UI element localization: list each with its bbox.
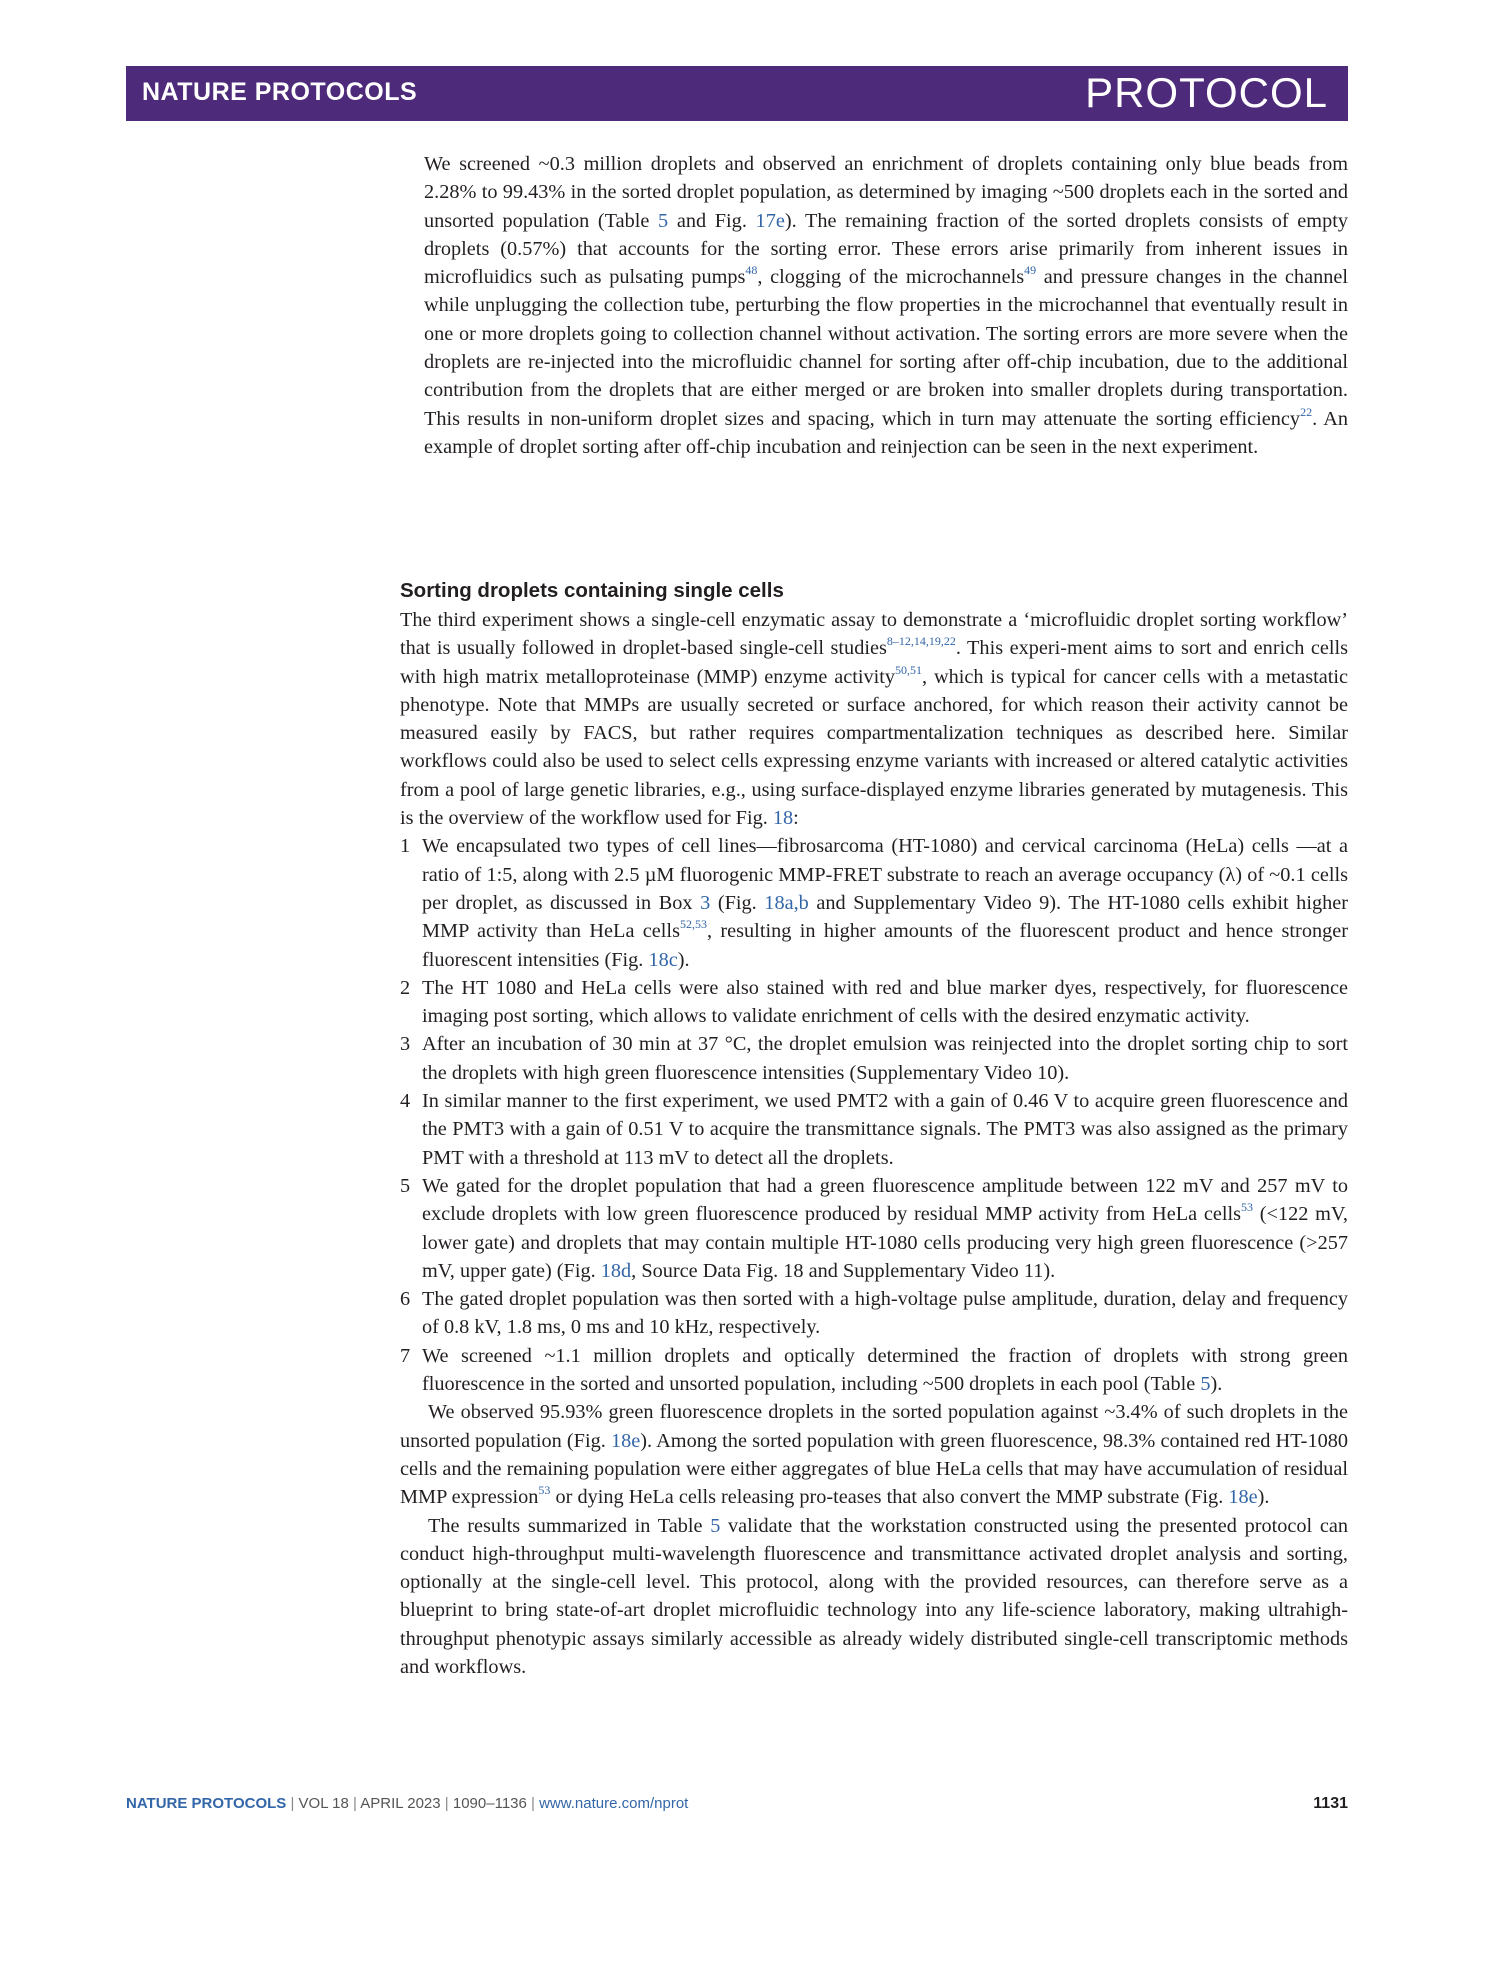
step-number: 3 xyxy=(400,1033,411,1056)
reference-link[interactable]: 48 xyxy=(745,263,758,278)
text-run: and pressure changes in the channel while unplugging the collection tube, perturbing the flow properties in the microchannel that eventually result in one or more droplets going to collection channel without activation. The sorting errors are more severe when the droplets are re-injected into the microfluidic channel for sorting after off-chip incubation, due to the additional contribution from the droplets that are either merged or are broken into smaller droplets during transportation. This results in non-uniform droplet sizes and spacing, which in turn may attenuate the sorting efficiency xyxy=(424,266,1348,430)
figure-link[interactable]: 18e xyxy=(610,1429,641,1452)
text-run: and Supplementary Video 9). The HT-1080 cells exhibit higher MMP activity than HeLa cells xyxy=(422,891,1348,943)
table-link[interactable]: 5 xyxy=(658,209,669,232)
text-run: We observed 95.93% green fluorescence droplets in the sorted population against ~3.4% of such droplets in the unsorted population (Fig. xyxy=(400,1401,1348,1452)
step-number: 4 xyxy=(400,1090,411,1113)
text-run: , clogging of the microchannels xyxy=(757,266,1025,289)
footer-journal: NATURE PROTOCOLS xyxy=(126,1795,287,1812)
step-item xyxy=(400,1285,1348,1342)
journal-header-bar xyxy=(126,66,1348,121)
footer-separator: | xyxy=(531,1795,535,1812)
step-number: 1 xyxy=(400,835,411,858)
results-paragraph xyxy=(400,1398,1348,1511)
table-link[interactable]: 5 xyxy=(1200,1373,1211,1396)
figure-link[interactable]: 18c xyxy=(648,948,678,971)
table-link[interactable]: 5 xyxy=(710,1514,721,1537)
text-run: and Fig. xyxy=(668,209,756,232)
reference-link[interactable]: 53 xyxy=(538,1483,551,1498)
article-type: PROTOCOL xyxy=(1085,69,1328,116)
step-number: 7 xyxy=(400,1344,411,1367)
footer-pages: 1090–1136 xyxy=(452,1795,527,1812)
footer-separator: | xyxy=(444,1795,449,1812)
reference-link[interactable]: 22 xyxy=(1300,404,1313,419)
step-number: 6 xyxy=(400,1288,411,1311)
step-item xyxy=(400,1030,1348,1087)
text-run: ). The remaining fraction of the sorted droplets consists of empty droplets (0.57%) that accounts for the sorting error. These errors arise primarily from inherent issues in microfluidics such as pulsating pumps xyxy=(424,209,1348,289)
page-number: 1131 xyxy=(1313,1795,1348,1812)
intro-block xyxy=(400,150,1348,461)
step-item xyxy=(400,1172,1348,1285)
text-run: (<122 mV, lower gate) and droplets that may contain multiple HT-1080 cells producing very high green fluorescence (>257 mV, upper gate) (Fig. xyxy=(422,1203,1348,1282)
footer-volume: VOL 18 xyxy=(298,1795,349,1812)
text-run: We screened ~0.3 million droplets and observed an enrichment of droplets containing only blue beads from 2.28% to 99.43% in the sorted droplet population, as determined by imaging ~500 droplets each in the sorted and unsorted population (Table xyxy=(424,153,1348,232)
text-run: We screened ~1.1 million droplets and optically determined the fraction of droplets with strong green fluorescence in the sorted and unsorted population, including ~500 droplets in each pool (Table xyxy=(422,1344,1348,1396)
step-number: 2 xyxy=(400,976,411,999)
section-single-cells xyxy=(400,576,1348,1681)
figure-link[interactable]: 18e xyxy=(1228,1486,1258,1509)
reference-link[interactable]: 52,53 xyxy=(679,917,707,932)
text-run: ). xyxy=(1257,1486,1270,1509)
reference-link[interactable]: 53 xyxy=(1241,1200,1254,1215)
intro-paragraph xyxy=(400,150,1348,461)
reference-link[interactable]: 50,51 xyxy=(895,662,923,677)
reference-link[interactable]: 8–12,14,19,22 xyxy=(886,634,956,649)
text-run: The results summarized in Table xyxy=(428,1514,711,1537)
text-run: or dying HeLa cells releasing pro-teases that also convert the MMP substrate (Fig. xyxy=(550,1486,1229,1509)
section-heading: Sorting droplets containing single cells xyxy=(400,579,784,602)
text-run: validate that the workstation constructed using the presented protocol can conduct high-throughput multi-wavelength fluorescence and transmittance activated droplet analysis and sorting, optionally at the single-cell level. This protocol, along with the provided resources, can therefore serve as a blueprint to bring state-of-art droplet microfluidic technology into any life-science laboratory, making ultrahigh-throughput phenotypic assays similarly accessible as already widely distributed single-cell transcriptomic methods and workflows. xyxy=(400,1514,1348,1678)
step-item xyxy=(400,974,1348,1031)
text-run: ). xyxy=(1210,1373,1223,1396)
journal-name: NATURE PROTOCOLS xyxy=(142,78,418,106)
page-footer xyxy=(126,1792,1348,1816)
footer-date: APRIL 2023 xyxy=(360,1795,441,1812)
text-run: . An example of droplet sorting after off-chip incubation and reinjection can be seen in the next experiment. xyxy=(424,407,1348,458)
reference-link[interactable]: 49 xyxy=(1024,263,1037,278)
step-item xyxy=(400,1087,1348,1172)
text-run: ). xyxy=(677,948,690,971)
text-run: ). Among the sorted population with green fluorescence, 98.3% contained red HT-1080 cells and the remaining population were either aggregates of blue HeLa cells that may have accumulation of residual MMP expression xyxy=(400,1429,1349,1509)
text-run: We gated for the droplet population that had a green fluorescence amplitude between 122 mV and 257 mV to exclude droplets with low green fluorescence produced by residual MMP activity from HeLa cells xyxy=(422,1174,1348,1226)
text-run: . This experi-ment aims to sort and enrich cells with high matrix metalloproteinase (MMP) enzyme activity xyxy=(400,637,1348,688)
box-link[interactable]: 3 xyxy=(700,891,711,914)
footer-url-link[interactable]: www.nature.com/nprot xyxy=(539,1795,689,1812)
step-item xyxy=(400,1342,1348,1399)
figure-link[interactable]: 18a,b xyxy=(764,891,809,914)
text-run: , which is typical for cancer cells with a metastatic phenotype. Note that MMPs are usually secreted or surface anchored, for which reason their activity cannot be measured easily by FACS, but rather requires compartmentalization techniques as described here. Similar workflows could also be used to select cells expressing enzyme variants with increased or altered catalytic activities from a pool of large genetic libraries, e.g., using surface-displayed enzyme libraries generated by mutagenesis. This is the overview of the workflow used for Fig. xyxy=(400,665,1348,830)
footer-separator: | xyxy=(353,1795,357,1812)
section-paragraph xyxy=(400,606,1348,832)
workflow-steps xyxy=(400,832,1348,1398)
text-run: We encapsulated two types of cell lines—fibrosarcoma (HT-1080) and cervical carcinoma (HeLa) cells —at a ratio of 1:5, along with 2.5 µM fluorogenic MMP-FRET substrate to reach an average occupancy (λ) of ~0.1 cells per droplet, as discussed in Box xyxy=(422,835,1348,914)
text-run: (Fig. xyxy=(710,891,765,914)
text-run: After an incubation of 30 min at 37 °C, the droplet emulsion was reinjected into the droplet sorting chip to sort the droplets with high green fluorescence intensities (Supplementary Video 10). xyxy=(422,1033,1348,1084)
text-run: The HT 1080 and HeLa cells were also stained with red and blue marker dyes, respectively, for fluorescence imaging post sorting, which allows to validate enrichment of cells with the desired enzymatic activity. xyxy=(422,976,1348,1028)
text-run: : xyxy=(793,807,799,830)
figure-link[interactable]: 17e xyxy=(755,209,785,232)
text-run: , Source Data Fig. 18 and Supplementary Video 11). xyxy=(631,1259,1056,1282)
text-run: The gated droplet population was then sorted with a high-voltage pulse amplitude, duration, delay and frequency of 0.8 kV, 1.8 ms, 0 ms and 10 kHz, respectively. xyxy=(422,1288,1348,1339)
text-run: , resulting in higher amounts of the fluorescent product and hence stronger fluorescent intensities (Fig. xyxy=(422,920,1348,971)
step-item xyxy=(400,832,1348,973)
figure-link[interactable]: 18 xyxy=(772,807,794,830)
text-run: In similar manner to the first experiment, we used PMT2 with a gain of 0.46 V to acquire green fluorescence and the PMT3 with a gain of 0.51 V to acquire the transmittance signals. The PMT3 was also assigned as the primary PMT with a threshold at 113 mV to detect all the droplets. xyxy=(422,1090,1348,1169)
text-run: The third experiment shows a single-cell enzymatic assay to demonstrate a ‘microfluidic droplet sorting workflow’ that is usually followed in droplet-based single-cell studies xyxy=(400,609,1348,660)
step-number: 5 xyxy=(400,1174,411,1197)
figure-link[interactable]: 18d xyxy=(600,1259,632,1282)
conclusion-paragraph xyxy=(400,1512,1348,1682)
footer-separator: | xyxy=(290,1795,295,1812)
